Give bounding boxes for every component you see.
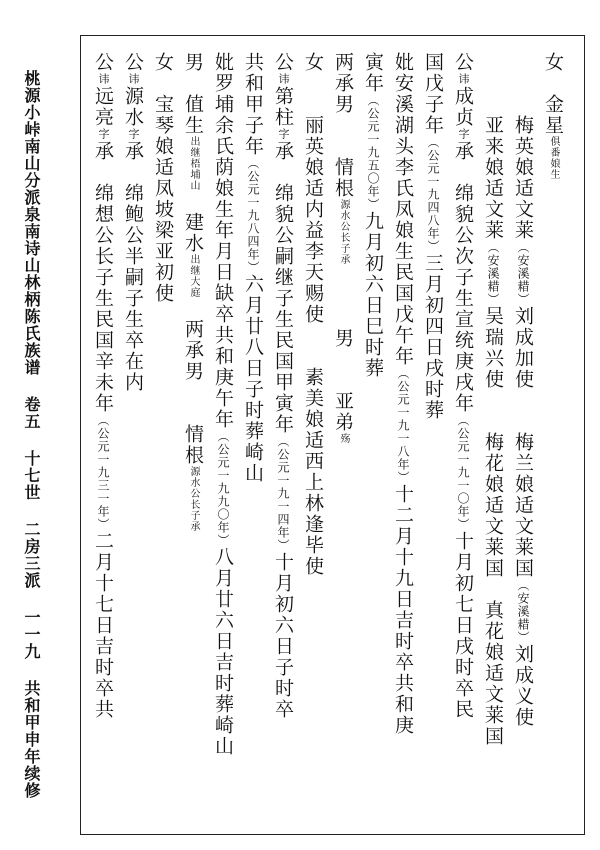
date-annotation: （公元一九五〇年） (366, 94, 380, 211)
column-text: 八月廿六日吉时葬崎山 (212, 547, 234, 757)
column-text: 公 (272, 52, 294, 73)
column-text: 真花娘适文莱国 (482, 600, 504, 747)
text-column-5 (420, 52, 446, 822)
column-text (272, 162, 294, 183)
column-text: 十二月十九日吉时卒共和庚 (392, 484, 414, 736)
column-text: 公 (122, 52, 144, 73)
column-text: 六月廿八日子时葬崎山 (242, 274, 264, 484)
column-text (182, 73, 204, 94)
column-text: 源水 (122, 86, 144, 128)
column-text: 两承男 (332, 52, 354, 115)
column-text: 女 (542, 52, 564, 73)
column-text: 妣安溪湖头李氏凤娘生民国戊午年 (392, 52, 414, 367)
date-annotation: （公元一九八四年） (246, 157, 260, 274)
text-column-7 (360, 52, 386, 822)
column-text: 字 (127, 128, 140, 141)
text-column-1 (540, 52, 566, 822)
text-column-8 (330, 52, 356, 822)
column-text: 金星 (542, 94, 564, 136)
column-text: 共和甲子年 (242, 52, 264, 157)
column-text: 绵想公长子生民国辛未年 (92, 183, 114, 414)
annotation-text: 俱番娘生 (548, 136, 559, 180)
text-column-13 (180, 52, 206, 822)
column-text (482, 390, 504, 432)
date-annotation: （公元一九一四年） (276, 435, 290, 552)
column-text: 绵貌公次子生宣统庚戌年 (452, 183, 474, 414)
column-text: 男 (332, 328, 354, 349)
date-annotation: （安溪耤） (516, 241, 530, 306)
column-text: 建水 (182, 212, 204, 254)
column-text: 远亮 (92, 86, 114, 128)
column-text (332, 265, 354, 328)
column-text: 女 (302, 52, 324, 73)
column-text: 讳 (97, 73, 110, 86)
column-text: 素美娘适西上林逢毕使 (302, 367, 324, 577)
column-text: 字 (97, 128, 110, 141)
column-text (182, 191, 204, 212)
column-text (152, 73, 174, 94)
text-column-15 (120, 52, 146, 822)
column-text: 情根 (182, 424, 204, 466)
text-column-6 (390, 52, 416, 822)
column-text (512, 52, 534, 115)
column-text: 三月初四日戌时葬 (422, 253, 444, 421)
text-column-11 (240, 52, 266, 822)
annotation-text: 出继大庭 (188, 254, 199, 298)
column-text: 丽英娘适内益李天赐使 (302, 115, 324, 325)
column-text: 公 (452, 52, 474, 73)
column-text (92, 162, 114, 183)
column-text: 刘成义使 (512, 644, 534, 728)
column-text: 两承男 (182, 319, 204, 382)
generation-label: 十七世 二房三派 (22, 450, 41, 589)
column-text: 第柱 (272, 86, 294, 128)
column-text: 值生 (182, 94, 204, 136)
column-text: 二月十七日吉时卒共 (92, 531, 114, 720)
text-column-9 (300, 52, 326, 822)
column-text: 亚弟 (332, 391, 354, 433)
column-text (332, 349, 354, 391)
column-text (332, 115, 354, 157)
column-text: 男 (182, 52, 204, 73)
column-text: 九月初六日巳时葬 (362, 211, 384, 379)
date-annotation: （公元一九四八年） (426, 136, 440, 253)
column-text: 承 (452, 141, 474, 162)
column-text: 承 (272, 141, 294, 162)
column-text (482, 579, 504, 600)
text-column-14 (150, 52, 176, 822)
date-annotation: （安溪耤） (486, 241, 500, 306)
annotation-text: 殇 (338, 433, 349, 444)
column-text: 字 (457, 128, 470, 141)
column-text (182, 298, 204, 319)
text-column-12 (210, 52, 236, 822)
column-text: 梅兰娘适文莱国 (512, 432, 534, 579)
volume-label: 卷五 (22, 396, 41, 430)
column-text: 绵鲍公半嗣子生卒在内 (122, 183, 144, 393)
date-annotation: （公元一九一〇年） (456, 414, 470, 531)
column-text: 女 (152, 52, 174, 73)
column-text (482, 52, 504, 115)
column-text: 承 (92, 141, 114, 162)
date-annotation: （公元一九九〇年） (216, 430, 230, 547)
column-text: 十月初六日子时卒 (272, 552, 294, 720)
column-text (302, 325, 324, 367)
text-column-2 (510, 52, 536, 822)
column-text: 梅花娘适文莱国 (482, 432, 504, 579)
column-text: 梅英娘适文莱 (512, 115, 534, 241)
column-text: 刘成加使 (512, 306, 534, 390)
column-text (512, 390, 534, 432)
column-text: 绵貌公嗣继子生民国甲寅年 (272, 183, 294, 435)
text-column-3 (480, 52, 506, 822)
date-annotation: （公元一九一八年） (396, 367, 410, 484)
margin-header (10, 70, 52, 799)
column-text: 讳 (277, 73, 290, 86)
column-text: 讳 (457, 73, 470, 86)
column-text: 十月初七日戌时卒民 (452, 531, 474, 720)
column-text (122, 162, 144, 183)
column-text: 情根 (332, 157, 354, 199)
page-number: 一一九 (22, 609, 41, 660)
date-annotation: （安溪耤） (516, 579, 530, 644)
date-annotation: （公元一九三一年） (96, 414, 110, 531)
column-text: 宝琴娘适凤坡梁亚初使 (152, 94, 174, 304)
column-text: 妣罗埔余氏荫娘生年月日缺卒共和庚午年 (212, 52, 234, 430)
column-text: 吴瑞兴使 (482, 306, 504, 390)
text-column-16 (90, 52, 116, 822)
column-text: 成贞 (452, 86, 474, 128)
column-text: 字 (277, 128, 290, 141)
edition-label: 共和甲申年续修 (22, 680, 41, 799)
column-text: 公 (92, 52, 114, 73)
column-text: 国戊子年 (422, 52, 444, 136)
column-text: 讳 (127, 73, 140, 86)
genealogy-title: 桃源小峠南山分派泉南诗山林柄陈氏族谱 (22, 70, 41, 376)
column-text (182, 382, 204, 424)
column-text: 亚来娘适文莱 (482, 115, 504, 241)
column-text (302, 73, 324, 115)
column-text (542, 73, 564, 94)
annotation-text: 源水公长子承 (188, 466, 199, 532)
column-text: 承 (122, 141, 144, 162)
annotation-text: 源水公长子承 (338, 199, 349, 265)
text-column-4 (450, 52, 476, 822)
column-text: 寅年 (362, 52, 384, 94)
column-text (452, 162, 474, 183)
annotation-text: 出继梧埔山 (188, 136, 199, 191)
text-column-10 (270, 52, 296, 822)
